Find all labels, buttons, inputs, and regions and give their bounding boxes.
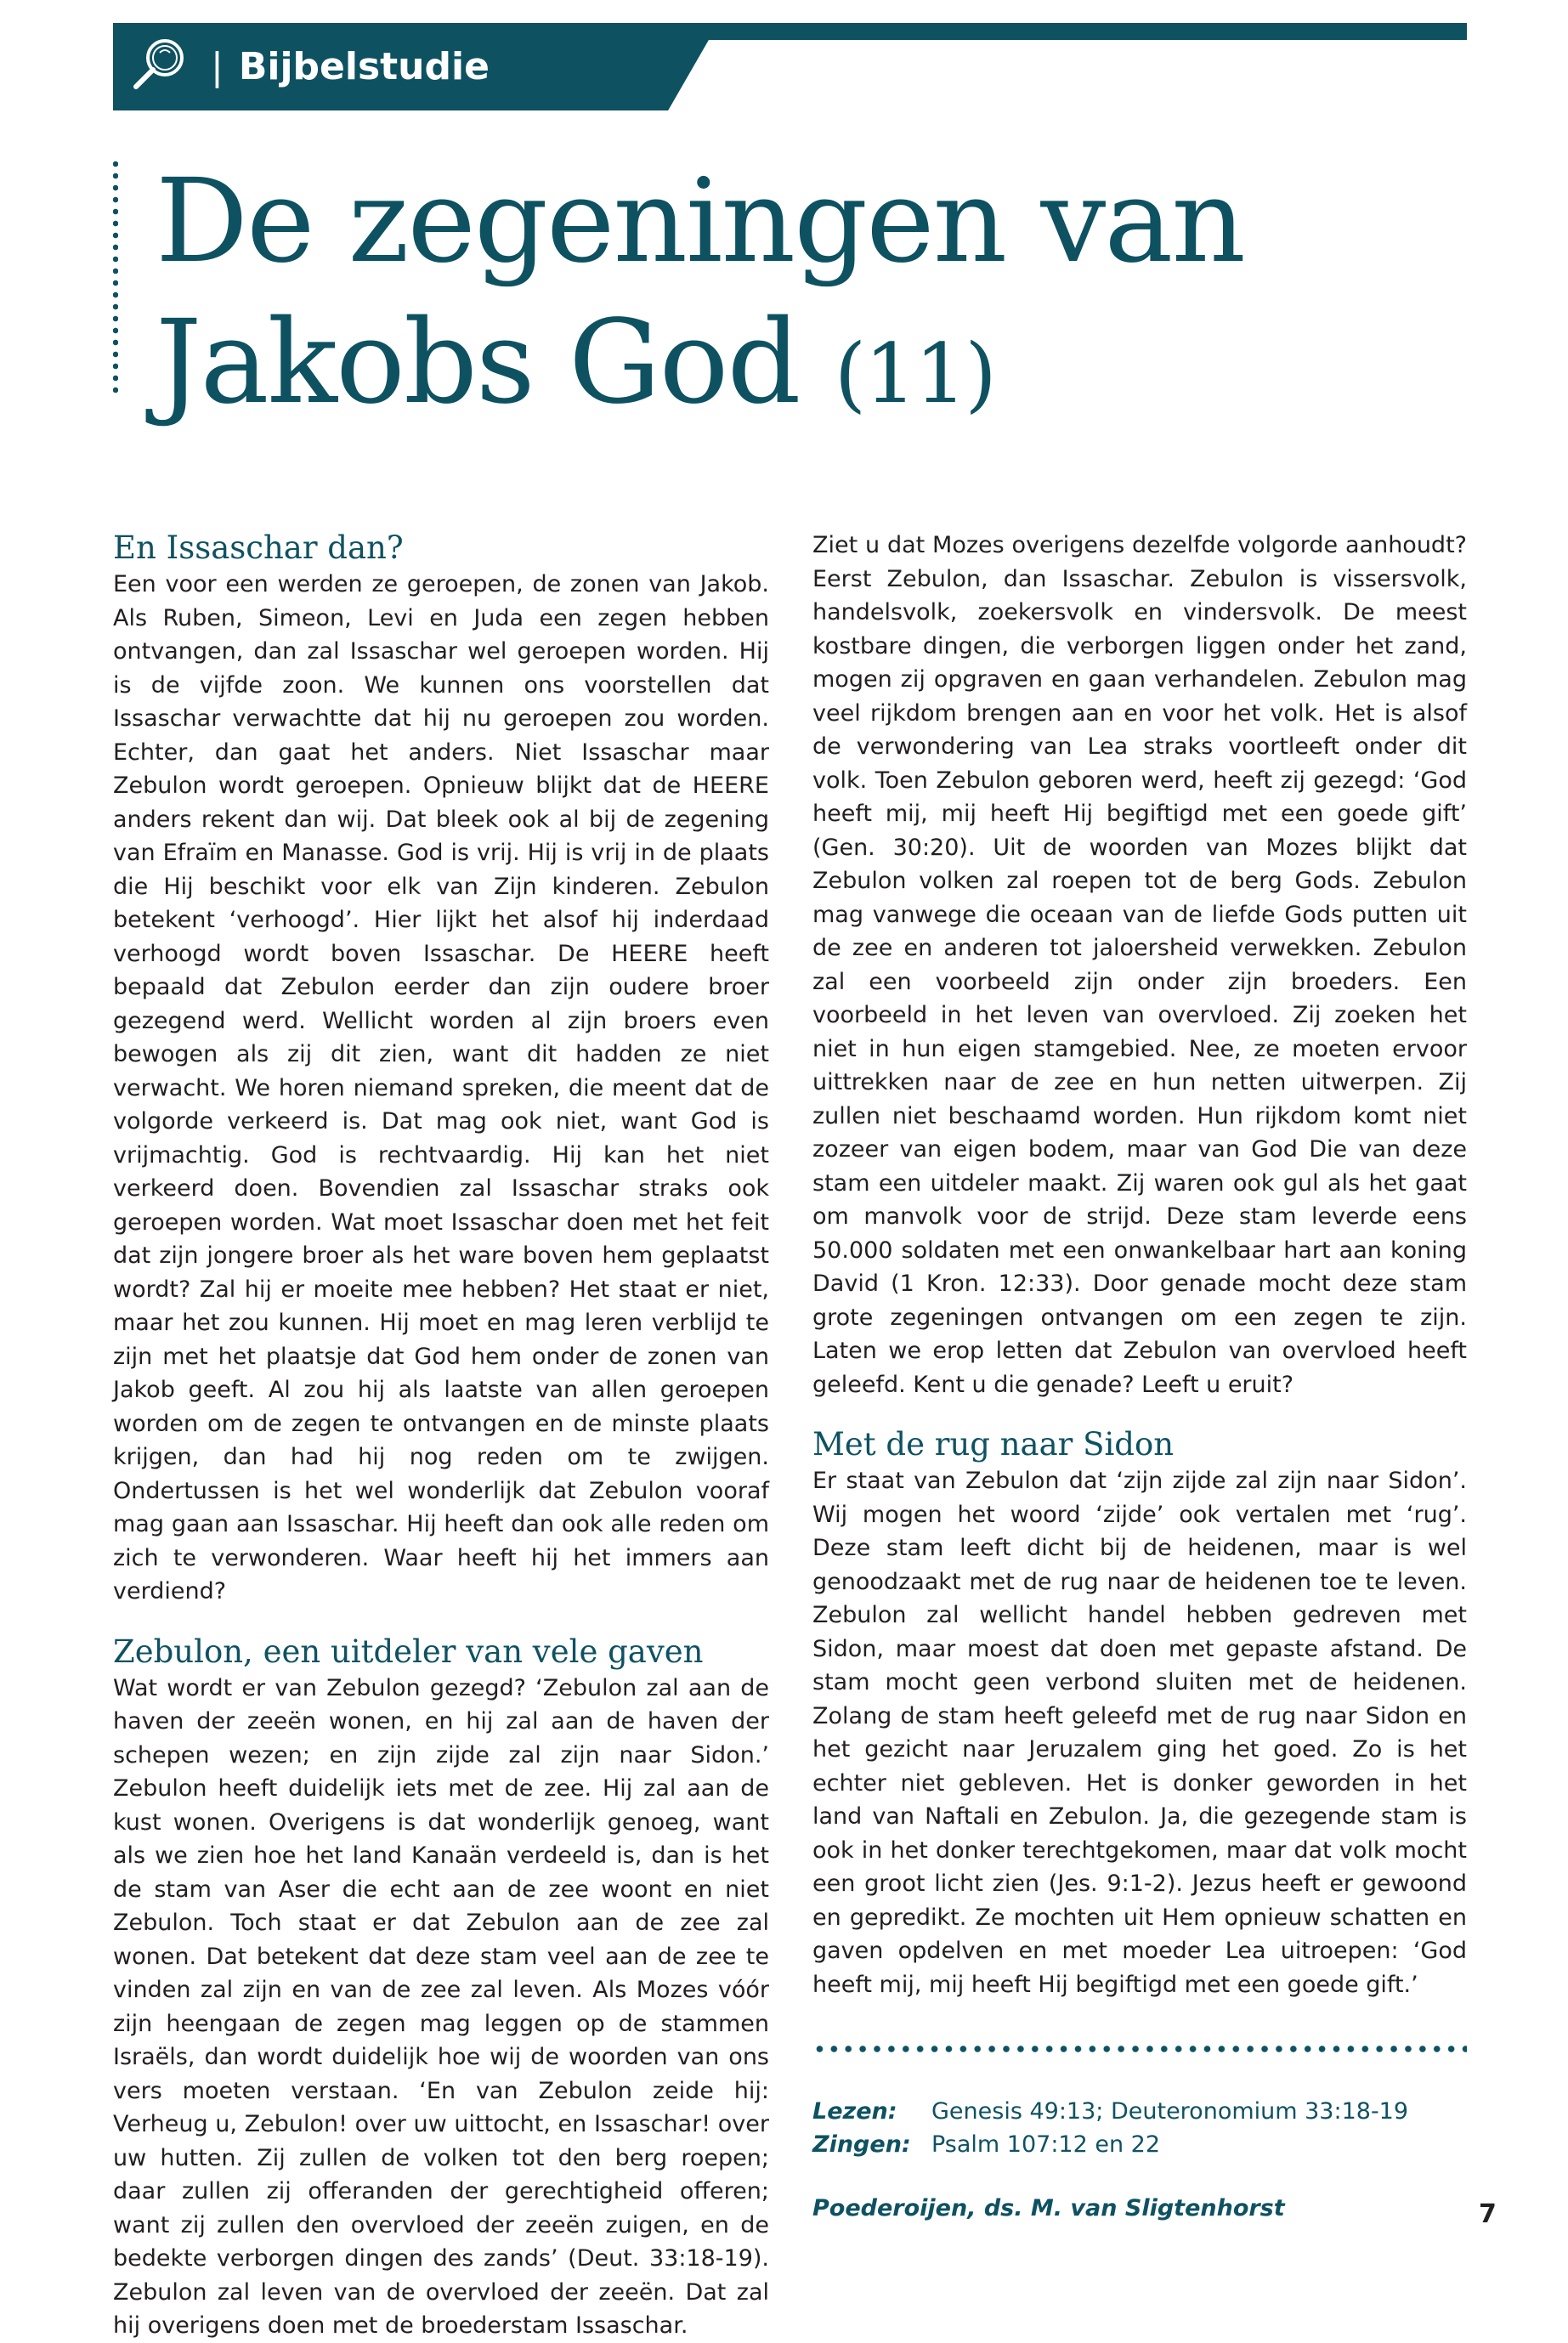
reading-info <box>812 2095 1408 2161</box>
read-value: Genesis 49:13; Deuteronomium 33:18-19 <box>931 2098 1409 2125</box>
sing-label: Zingen: <box>812 2131 911 2158</box>
sing-value: Psalm 107:12 en 22 <box>931 2131 1161 2158</box>
page-number: 7 <box>1479 2199 1497 2229</box>
title-dotted-rule <box>113 158 118 396</box>
info-row-read <box>812 2095 1408 2128</box>
header <box>127 32 490 100</box>
paragraph-zebulon-continued: Ziet u dat Mozes overigens dezelfde volgorde aanhoudt? Eerst Zebulon, dan Issaschar. Zebulon is vissersvolk, handelsvolk, zoekersvolk en vindersvolk. De meest kostbare dingen, die verborgen liggen onder het zand, mogen zij opgraven en gaan verhandelen. Zebulon mag veel rijkdom brengen aan en voor het volk. Het is alsof de verwondering van Lea straks voortleeft onder dit volk. Toen Zebulon geboren werd, heeft zij gezegd: ‘God heeft mij, mij heeft Hij begiftigd met een goede gift’ (Gen. 30:20). Uit de woorden van Mozes blijkt dat Zebulon volken zal roepen tot de berg Gods. Zebulon mag vanwege die oceaan van de liefde Gods putten uit de zee en anderen tot jaloersheid verwekken. Zebulon zal een voorbeeld zijn onder zijn broeders. Een voorbeeld in het leven van overvloed. Zij zoeken het niet in hun eigen stamgebied. Nee, ze moeten ervoor uittrekken naar de zee en hun netten uitwerpen. Zij zullen niet beschaamd worden. Hun rijkdom komt niet zozeer van eigen bodem, maar van God Die van deze stam een uitdeler maakt. Zij waren ook gul als het gaat om manvolk voor de strijd. Deze stam leverde eens 50.000 soldaten met een onwankelbaar hart aan koning David (1 Kron. 12:33). Door genade mocht deze stam grote zegeningen ontvangen om een zegen te zijn. Laten we erop letten dat Zebulon van overvloed heeft geleefd. Kent u die genade? Leeft u eruit? <box>812 532 1467 1398</box>
dotted-divider <box>812 2046 1467 2052</box>
right-column <box>812 529 1467 2226</box>
heading-sidon: Met de rug naar Sidon <box>812 1426 1175 1463</box>
paragraph-sidon: Er staat van Zebulon dat ‘zijn zijde zal zijn naar Sidon’. Wij mogen het woord ‘zijde’ ook vertalen met ‘rug’. Deze stam leeft dicht bij de heidenen, maar is wel genoodzaakt met de rug naar de heidenen toe te leven. Zebulon zal wellicht handel hebben gedreven met Sidon, maar moest dat doen met gepaste afstand. De stam mocht geen verbond sluiten met de heidenen. Zolang de stam heeft geleefd met de rug naar Sidon en het gezicht naar Jeruzalem ging het goed. Zo is het echter niet gebleven. Het is donker geworden in het land van Naftali en Zebulon. Ja, die gezegende stam is ook in het donker terechtgekomen, maar dat volk mocht een groot licht zien (Jes. 9:1-2). Jezus heeft er gewoond en gepredikt. Ze mochten uit Hem opnieuw schatten en gaven opdelven en met moeder Lea uitroepen: ‘God heeft mij, mij heeft Hij begiftigd met een goede gift.’ <box>812 1468 1467 1998</box>
page-title <box>156 151 1430 444</box>
author-line: Poederoijen, ds. M. van Sligtenhorst <box>812 2195 1285 2221</box>
section-label: Bijbelstudie <box>238 44 490 88</box>
heading-issaschar: En Issaschar dan? <box>113 529 404 566</box>
paragraph-issaschar: Een voor een werden ze geroepen, de zonen van Jakob. Als Ruben, Simeon, Levi en Juda een zegen hebben ontvangen, dan zal Issaschar wel geroepen worden. Hij is de vijfde zoon. We kunnen ons voorstellen dat Issaschar verwachtte dat hij nu geroepen zou worden. Echter, dan gaat het anders. Niet Issaschar maar Zebulon wordt geroepen. Opnieuw blijkt dat de HEERE anders rekent dan wij. Dat bleek ook al bij de zegening van Efraïm en Manasse. God is vrij. Hij is vrij in de plaats die Hij beschikt voor elk van Zijn kinderen. Zebulon betekent ‘verhoogd’. Hier lijkt het alsof hij inderdaad verhoogd wordt boven Issaschar. De HEERE heeft bepaald dat Zebulon eerder dan zijn oudere broer gezegend werd. Wellicht worden al zijn broers even bewogen als zij dit zien, want dit hadden ze niet verwacht. We horen niemand spreken, die meent dat de volgorde verkeerd is. Dat mag ook niet, want God is vrijmachtig. God is rechtvaardig. Hij kan het niet verkeerd doen. Bovendien zal Issaschar straks ook geroepen worden. Wat moet Issaschar doen met het feit dat zijn jongere broer als het ware boven hem geplaatst wordt? Zal hij er moeite mee hebben? Het staat er niet, maar het zou kunnen. Hij moet en mag leren verblijd te zijn met het plaatsje dat God hem onder de zonen van Jakob geeft. Al zou hij als laatste van allen geroepen worden om de zegen te ontvangen en de minste plaats krijgen, dan had hij nog reden om te zwijgen. Ondertussen is het wel wonderlijk dat Zebulon vooraf mag gaan aan Issaschar. Hij heeft dan ook alle reden om zich te verwonderen. Waar heeft hij het immers aan verdiend? <box>113 571 769 1604</box>
read-label: Lezen: <box>812 2098 897 2125</box>
paragraph-zebulon: Wat wordt er van Zebulon gezegd? ‘Zebulon zal aan de haven der zeeën wonen, en hij zal aan de haven der schepen wezen; en zijn zijde zal zijn naar Sidon.’ Zebulon heeft duidelijk iets met de zee. Hij zal aan de kust wonen. Overigens is dat wonderlijk genoeg, want als we zien hoe het land Kanaän verdeeld is, dan is het de stam van Aser die echt aan de zee woont en niet Zebulon. Toch staat er dat Zebulon aan de zee zal wonen. Dat betekent dat deze stam veel aan de zee te vinden zal zijn en van de zee zal leven. Als Mozes vóór zijn heengaan de zegen mag leggen op de stammen Israëls, dan wordt duidelijk hoe wij de woorden van ons vers moeten verstaan. ‘En van Zebulon zeide hij: Verheug u, Zebulon! over uw uittocht, en Issaschar! over uw hutten. Zij zullen de volken tot den berg roepen; daar zullen zij offeranden der gerechtigheid offeren; want zij zullen den overvloed der zeeën zuigen, en de bedekte verborgen dingen des zands’ (Deut. 33:18-19). Zebulon zal leven van de overvloed der zeeën. Dat zal hij overigens doen met de broederstam Issaschar. <box>113 1674 769 2339</box>
header-separator: | <box>211 44 224 88</box>
left-column <box>113 529 769 2343</box>
magnifier-bible-icon <box>127 32 195 101</box>
info-row-sing <box>812 2128 1408 2161</box>
title-number: (11) <box>834 326 995 422</box>
heading-zebulon: Zebulon, een uitdeler van vele gaven <box>113 1633 704 1670</box>
title-line-1: De zegeningen van <box>156 155 1244 289</box>
title-line-2: Jakobs God <box>156 296 800 430</box>
